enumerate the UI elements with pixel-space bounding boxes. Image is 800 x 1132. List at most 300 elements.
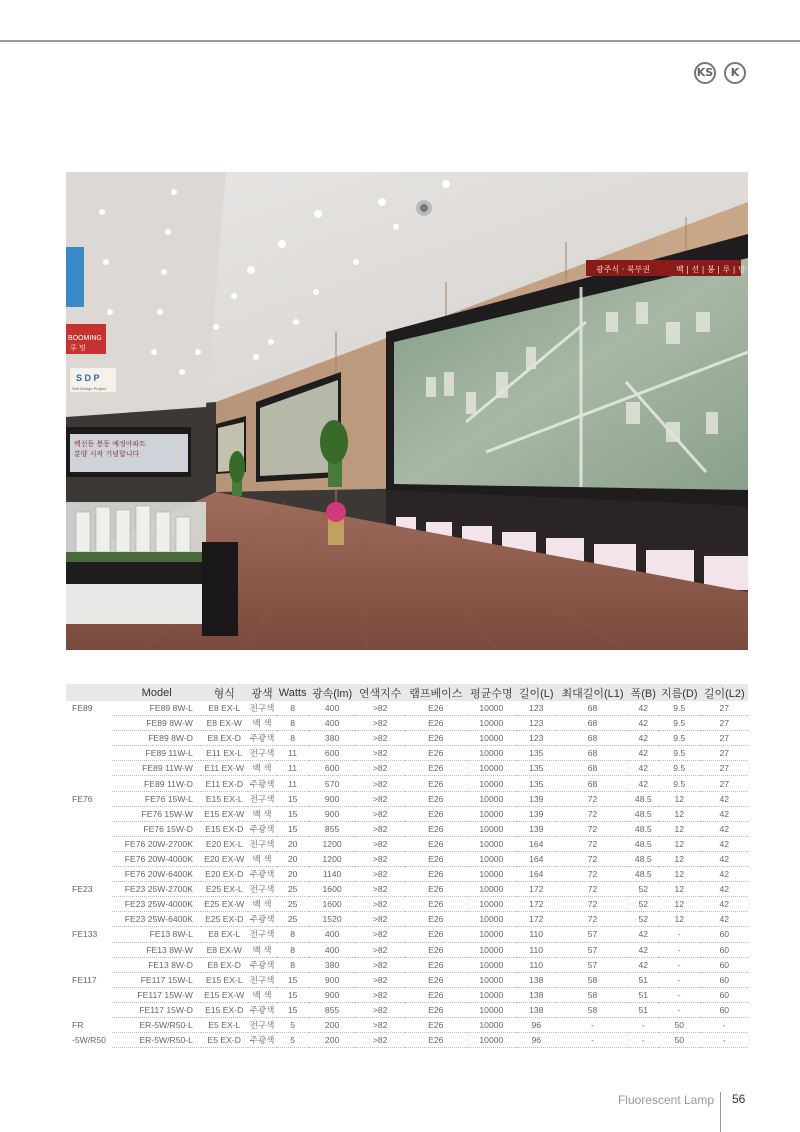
- table-cell: 42: [700, 821, 748, 836]
- table-cell: 42: [629, 776, 658, 791]
- table-cell: FE89 8W-W: [112, 716, 201, 731]
- group-cell: -5W/R50: [72, 1035, 106, 1046]
- table-cell: 42: [700, 867, 748, 882]
- table-cell: 110: [516, 957, 556, 972]
- table-cell: 12: [658, 851, 700, 866]
- table-cell: E26: [405, 821, 467, 836]
- table-cell: 172: [516, 882, 556, 897]
- table-cell: 855: [309, 1002, 356, 1017]
- table-cell: 58: [556, 972, 628, 987]
- table-cell: 1200: [309, 851, 356, 866]
- table-row: [66, 1033, 748, 1048]
- group-cell: [66, 1002, 112, 1017]
- table-cell: 400: [309, 927, 356, 942]
- table-cell: >82: [355, 836, 404, 851]
- table-cell: 9.5: [658, 761, 700, 776]
- table-header-cell: [66, 684, 112, 701]
- table-cell: 52: [629, 912, 658, 927]
- table-cell: 60: [700, 957, 748, 972]
- table-cell: FE13 8W-L: [112, 927, 201, 942]
- table-cell: 15: [277, 972, 309, 987]
- sign-line-2: 분양 시작 기념합니다: [74, 450, 140, 458]
- table-cell: FE76 20W-4000K: [112, 851, 201, 866]
- booming-logo-text: BOOMING: [68, 335, 102, 342]
- table-cell: 123: [516, 701, 556, 716]
- table-cell: 48.5: [629, 836, 658, 851]
- table-cell: >82: [355, 972, 404, 987]
- table-cell: 주광색: [248, 912, 277, 927]
- table-cell: 50: [658, 1017, 700, 1032]
- table-cell: -: [629, 1017, 658, 1032]
- table-cell: 15: [277, 987, 309, 1002]
- table-header-cell: 길이(L2): [700, 684, 748, 701]
- table-cell: 10000: [467, 806, 516, 821]
- table-cell: 110: [516, 927, 556, 942]
- table-cell: E5 EX-D: [201, 1033, 248, 1048]
- table-cell: E26: [405, 851, 467, 866]
- table-cell: 900: [309, 972, 356, 987]
- table-cell: 52: [629, 882, 658, 897]
- table-cell: >82: [355, 882, 404, 897]
- table-cell: 58: [556, 1002, 628, 1017]
- table-cell: 42: [629, 957, 658, 972]
- table-cell: 380: [309, 731, 356, 746]
- table-cell: -: [658, 1002, 700, 1017]
- table-cell: 12: [658, 882, 700, 897]
- table-cell: >82: [355, 746, 404, 761]
- table-cell: 10000: [467, 942, 516, 957]
- table-cell: 12: [658, 836, 700, 851]
- table-cell: 10000: [467, 927, 516, 942]
- table-row: [66, 701, 748, 716]
- table-cell: E15 EX-D: [201, 1002, 248, 1017]
- table-cell: 172: [516, 897, 556, 912]
- table-cell: 10000: [467, 897, 516, 912]
- table-cell: 12: [658, 821, 700, 836]
- table-cell: 42: [629, 746, 658, 761]
- table-row: [66, 791, 748, 806]
- table-cell: 10000: [467, 987, 516, 1002]
- table-cell: -: [700, 1017, 748, 1032]
- group-cell: [66, 731, 112, 746]
- table-cell: 380: [309, 957, 356, 972]
- table-cell: 60: [700, 972, 748, 987]
- table-row: [66, 957, 748, 972]
- group-cell: [66, 912, 112, 927]
- group-cell: [66, 987, 112, 1002]
- table-cell: E26: [405, 836, 467, 851]
- table-cell: 20: [277, 867, 309, 882]
- table-cell: E26: [405, 867, 467, 882]
- table-cell: E8 EX-L: [201, 701, 248, 716]
- table-cell: 96: [516, 1017, 556, 1032]
- table-cell: 10000: [467, 972, 516, 987]
- table-cell: >82: [355, 761, 404, 776]
- table-cell: >82: [355, 867, 404, 882]
- table-cell: 백 색: [248, 716, 277, 731]
- table-cell: 123: [516, 731, 556, 746]
- table-header-cell: 광속(lm): [309, 684, 356, 701]
- table-row: [66, 1017, 748, 1032]
- group-cell: [66, 836, 112, 851]
- table-cell: 68: [556, 746, 628, 761]
- table-cell: 1200: [309, 836, 356, 851]
- table-cell: 123: [516, 716, 556, 731]
- table-cell: >82: [355, 1002, 404, 1017]
- table-cell: E26: [405, 987, 467, 1002]
- table-cell: >82: [355, 806, 404, 821]
- table-header-cell: 최대길이(L1): [556, 684, 628, 701]
- table-cell: 72: [556, 791, 628, 806]
- table-cell: 68: [556, 761, 628, 776]
- table-cell: FE89 11W-D: [112, 776, 201, 791]
- table-cell: -: [658, 927, 700, 942]
- table-cell: -: [658, 942, 700, 957]
- table-cell: 8: [277, 716, 309, 731]
- table-cell: FE76 15W-W: [112, 806, 201, 821]
- table-cell: 27: [700, 701, 748, 716]
- table-cell: E26: [405, 972, 467, 987]
- table-cell: 27: [700, 746, 748, 761]
- table-cell: 9.5: [658, 776, 700, 791]
- table-cell: E26: [405, 1002, 467, 1017]
- table-cell: >82: [355, 957, 404, 972]
- table-cell: 42: [700, 882, 748, 897]
- table-cell: FE13 8W-W: [112, 942, 201, 957]
- table-cell: 8: [277, 731, 309, 746]
- table-cell: 60: [700, 942, 748, 957]
- table-cell: 25: [277, 882, 309, 897]
- table-cell: ER-5W/R50-L: [112, 1017, 201, 1032]
- group-cell: [66, 851, 112, 866]
- table-cell: >82: [355, 701, 404, 716]
- table-cell: FE117 15W-W: [112, 987, 201, 1002]
- table-cell: 전구색: [248, 791, 277, 806]
- table-cell: 72: [556, 806, 628, 821]
- table-cell: FE23 25W-6400K: [112, 912, 201, 927]
- table-cell: 60: [700, 987, 748, 1002]
- table-cell: E26: [405, 731, 467, 746]
- table-row: [66, 927, 748, 942]
- sign-line-1: 백신동 봉동 예정아파트: [74, 440, 147, 448]
- group-cell: FR: [72, 1020, 84, 1031]
- table-cell: E26: [405, 912, 467, 927]
- table-cell: E26: [405, 791, 467, 806]
- table-cell: 백 색: [248, 806, 277, 821]
- map-header-text: 광주식 · 북부권: [596, 265, 650, 274]
- table-cell: 600: [309, 746, 356, 761]
- table-cell: 8: [277, 927, 309, 942]
- table-cell: 27: [700, 716, 748, 731]
- table-row: [66, 851, 748, 866]
- table-cell: E11 EX-L: [201, 746, 248, 761]
- table-cell: 25: [277, 897, 309, 912]
- table-header-cell: 형식: [201, 684, 248, 701]
- table-cell: 9.5: [658, 716, 700, 731]
- table-cell: 60: [700, 927, 748, 942]
- table-cell: FE23 25W-4000K: [112, 897, 201, 912]
- table-cell: 10000: [467, 1033, 516, 1048]
- table-cell: 주광색: [248, 1002, 277, 1017]
- table-cell: 백 색: [248, 987, 277, 1002]
- table-cell: -: [658, 972, 700, 987]
- table-cell: 52: [629, 897, 658, 912]
- table-row: [66, 912, 748, 927]
- table-cell: 60: [700, 1002, 748, 1017]
- table-cell: FE117 15W-D: [112, 1002, 201, 1017]
- table-cell: 12: [658, 912, 700, 927]
- table-cell: E20 EX-W: [201, 851, 248, 866]
- table-cell: 57: [556, 927, 628, 942]
- footer-label: Fluorescent Lamp: [617, 1093, 714, 1107]
- table-cell: FE76 15W-L: [112, 791, 201, 806]
- table-cell: E11 EX-D: [201, 776, 248, 791]
- table-cell: 1140: [309, 867, 356, 882]
- table-cell: 10000: [467, 776, 516, 791]
- table-cell: 10000: [467, 867, 516, 882]
- table-cell: 10000: [467, 882, 516, 897]
- table-cell: 51: [629, 972, 658, 987]
- table-cell: 10000: [467, 716, 516, 731]
- ks-certification-icon: KS: [694, 62, 716, 84]
- table-header-row: [66, 684, 748, 701]
- spec-table: [66, 684, 748, 1048]
- table-cell: 172: [516, 912, 556, 927]
- table-cell: 135: [516, 776, 556, 791]
- table-header-cell: 길이(L): [516, 684, 556, 701]
- table-cell: 1520: [309, 912, 356, 927]
- table-cell: 8: [277, 701, 309, 716]
- table-cell: E26: [405, 701, 467, 716]
- table-cell: E25 EX-W: [201, 897, 248, 912]
- group-cell: FE133: [72, 929, 98, 940]
- table-cell: 10000: [467, 851, 516, 866]
- table-cell: 10000: [467, 912, 516, 927]
- table-cell: >82: [355, 1033, 404, 1048]
- table-cell: E26: [405, 882, 467, 897]
- table-row: [66, 972, 748, 987]
- table-cell: -: [700, 1033, 748, 1048]
- table-cell: >82: [355, 851, 404, 866]
- table-header-cell: 폭(B): [629, 684, 658, 701]
- footer-rule: [720, 1092, 721, 1132]
- table-cell: 600: [309, 761, 356, 776]
- table-cell: 주광색: [248, 821, 277, 836]
- table-cell: 138: [516, 1002, 556, 1017]
- table-cell: >82: [355, 942, 404, 957]
- table-cell: 전구색: [248, 882, 277, 897]
- group-cell: [66, 957, 112, 972]
- table-cell: E26: [405, 957, 467, 972]
- table-cell: 전구색: [248, 746, 277, 761]
- table-cell: 25: [277, 912, 309, 927]
- table-cell: E8 EX-D: [201, 731, 248, 746]
- table-cell: E15 EX-D: [201, 821, 248, 836]
- table-cell: 전구색: [248, 927, 277, 942]
- table-row: [66, 987, 748, 1002]
- table-cell: E15 EX-W: [201, 806, 248, 821]
- table-row: [66, 746, 748, 761]
- table-row: [66, 761, 748, 776]
- table-row: [66, 942, 748, 957]
- table-cell: FE13 8W-D: [112, 957, 201, 972]
- table-cell: >82: [355, 1017, 404, 1032]
- group-cell: FE117: [72, 974, 97, 985]
- table-cell: 10000: [467, 836, 516, 851]
- table-cell: 전구색: [248, 972, 277, 987]
- table-cell: 42: [629, 761, 658, 776]
- table-cell: 12: [658, 897, 700, 912]
- table-cell: E26: [405, 1017, 467, 1032]
- table-cell: 10000: [467, 791, 516, 806]
- table-cell: 570: [309, 776, 356, 791]
- table-cell: FE89 11W-W: [112, 761, 201, 776]
- group-cell: [66, 746, 112, 761]
- table-cell: >82: [355, 912, 404, 927]
- k-certification-icon: K: [724, 62, 746, 84]
- table-cell: E25 EX-L: [201, 882, 248, 897]
- table-cell: 10000: [467, 957, 516, 972]
- sdp-caption-text: Self Design Project: [72, 386, 107, 391]
- table-cell: E8 EX-L: [201, 927, 248, 942]
- table-row: [66, 716, 748, 731]
- table-cell: 12: [658, 867, 700, 882]
- table-row: [66, 897, 748, 912]
- table-cell: 139: [516, 821, 556, 836]
- table-header-cell: 지름(D): [658, 684, 700, 701]
- table-cell: FE23 25W-2700K: [112, 882, 201, 897]
- table-cell: 48.5: [629, 821, 658, 836]
- table-cell: 10000: [467, 1017, 516, 1032]
- table-cell: 백 색: [248, 942, 277, 957]
- table-cell: >82: [355, 716, 404, 731]
- table-cell: 400: [309, 701, 356, 716]
- table-cell: 200: [309, 1017, 356, 1032]
- table-cell: 68: [556, 716, 628, 731]
- table-cell: 27: [700, 731, 748, 746]
- showroom-photo: [66, 172, 748, 650]
- table-cell: 12: [658, 791, 700, 806]
- table-cell: 42: [700, 791, 748, 806]
- table-cell: 10000: [467, 731, 516, 746]
- table-cell: 50: [658, 1033, 700, 1048]
- table-cell: 51: [629, 1002, 658, 1017]
- table-cell: 68: [556, 701, 628, 716]
- table-cell: >82: [355, 821, 404, 836]
- table-cell: 10000: [467, 761, 516, 776]
- table-cell: >82: [355, 987, 404, 1002]
- group-cell: [66, 897, 112, 912]
- table-cell: -: [629, 1033, 658, 1048]
- table-cell: 135: [516, 746, 556, 761]
- table-cell: FE117 15W-L: [112, 972, 201, 987]
- table-cell: 42: [700, 836, 748, 851]
- table-cell: E26: [405, 1033, 467, 1048]
- table-row: [66, 1002, 748, 1017]
- table-cell: 11: [277, 746, 309, 761]
- table-cell: -: [556, 1033, 628, 1048]
- table-cell: 42: [700, 851, 748, 866]
- table-cell: 900: [309, 791, 356, 806]
- table-cell: 10000: [467, 1002, 516, 1017]
- table-cell: 51: [629, 987, 658, 1002]
- table-cell: E8 EX-D: [201, 957, 248, 972]
- table-cell: E8 EX-W: [201, 942, 248, 957]
- table-cell: 72: [556, 882, 628, 897]
- table-cell: 42: [700, 806, 748, 821]
- table-cell: E26: [405, 716, 467, 731]
- table-header-cell: Watts: [277, 684, 309, 701]
- table-cell: E20 EX-L: [201, 836, 248, 851]
- table-cell: 8: [277, 957, 309, 972]
- table-cell: E5 EX-L: [201, 1017, 248, 1032]
- table-row: [66, 806, 748, 821]
- booming-sub-text: 루 밍: [70, 344, 86, 352]
- table-cell: >82: [355, 897, 404, 912]
- table-cell: 전구색: [248, 701, 277, 716]
- group-cell: [66, 716, 112, 731]
- group-cell: [66, 761, 112, 776]
- table-cell: 139: [516, 791, 556, 806]
- table-cell: 72: [556, 897, 628, 912]
- table-cell: E26: [405, 942, 467, 957]
- table-header-cell: 광색: [248, 684, 277, 701]
- table-cell: E26: [405, 761, 467, 776]
- group-cell: [66, 806, 112, 821]
- table-cell: 57: [556, 957, 628, 972]
- table-cell: 주광색: [248, 957, 277, 972]
- table-cell: 57: [556, 942, 628, 957]
- table-cell: 72: [556, 821, 628, 836]
- table-cell: 주광색: [248, 776, 277, 791]
- table-cell: 8: [277, 942, 309, 957]
- table-cell: 200: [309, 1033, 356, 1048]
- table-cell: 12: [658, 806, 700, 821]
- table-cell: 900: [309, 987, 356, 1002]
- table-cell: 139: [516, 806, 556, 821]
- table-cell: 58: [556, 987, 628, 1002]
- table-cell: E26: [405, 927, 467, 942]
- table-row: [66, 731, 748, 746]
- table-cell: 48.5: [629, 791, 658, 806]
- table-cell: E8 EX-W: [201, 716, 248, 731]
- table-cell: 주광색: [248, 867, 277, 882]
- table-cell: 72: [556, 851, 628, 866]
- table-cell: E20 EX-D: [201, 867, 248, 882]
- table-cell: 164: [516, 867, 556, 882]
- table-cell: E26: [405, 746, 467, 761]
- table-cell: -: [556, 1017, 628, 1032]
- table-row: [66, 836, 748, 851]
- table-cell: -: [658, 987, 700, 1002]
- table-cell: 72: [556, 867, 628, 882]
- table-cell: 백 색: [248, 897, 277, 912]
- table-cell: E26: [405, 806, 467, 821]
- table-cell: 5: [277, 1033, 309, 1048]
- table-cell: 138: [516, 987, 556, 1002]
- table-cell: E15 EX-W: [201, 987, 248, 1002]
- table-cell: 1600: [309, 882, 356, 897]
- table-cell: FE76 20W-2700K: [112, 836, 201, 851]
- table-header-cell: 연색지수: [355, 684, 404, 701]
- table-cell: 27: [700, 776, 748, 791]
- table-cell: 42: [700, 897, 748, 912]
- table-cell: 164: [516, 836, 556, 851]
- table-cell: 48.5: [629, 806, 658, 821]
- table-cell: 42: [700, 912, 748, 927]
- table-cell: 72: [556, 912, 628, 927]
- table-cell: 주광색: [248, 1033, 277, 1048]
